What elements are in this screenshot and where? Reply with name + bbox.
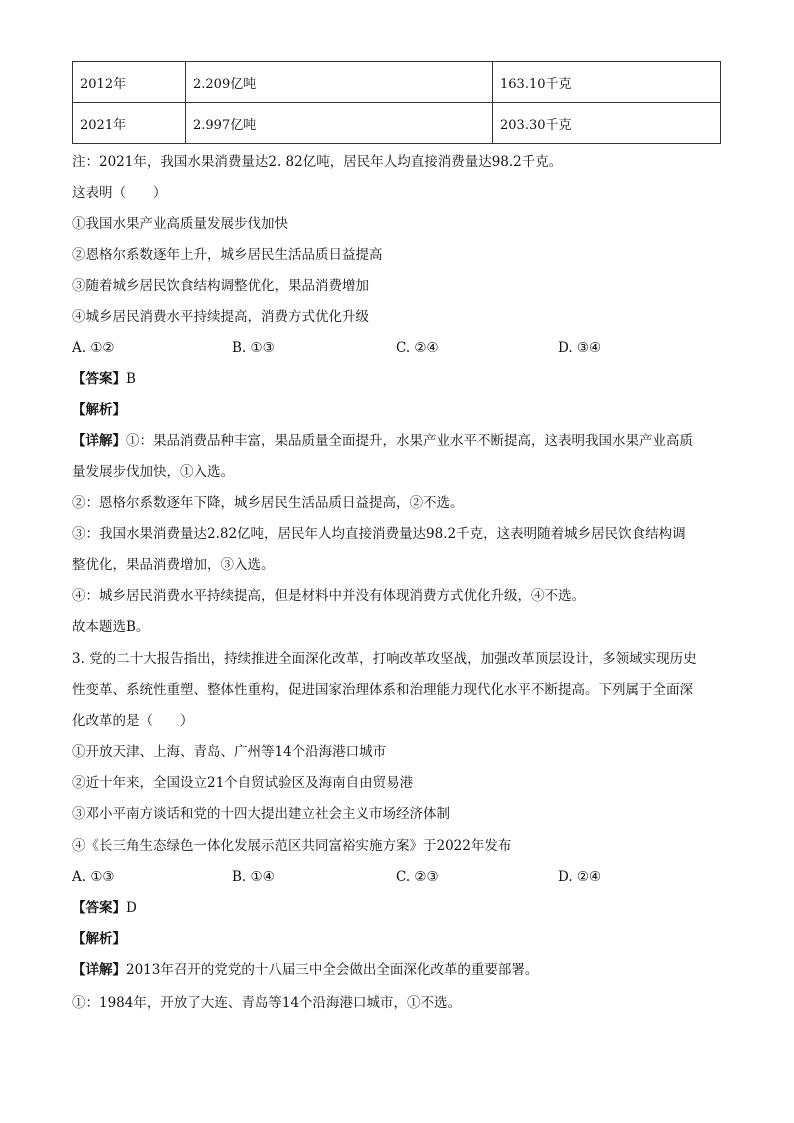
choice-option: A. ①② xyxy=(72,340,115,356)
detail-line xyxy=(72,960,538,980)
choice-option: B. ①④ xyxy=(232,869,275,885)
choice-option: C. ②④ xyxy=(396,340,439,356)
question-stem: 性变革、系统性重塑、整体性重构，促进国家治理体系和治理能力现代化水平不断提高。下列属于全面深 xyxy=(72,682,693,698)
answer-tag: 【答案】 xyxy=(72,371,126,387)
table-cell-year: 2012年 xyxy=(73,62,186,103)
fruit-consumption-table xyxy=(72,61,721,144)
question-stem: 3. 党的二十大报告指出，持续推进全面深化改革，打响改革攻坚战，加强改革顶层设计，多领域实现历史 xyxy=(72,651,697,667)
choice-option: C. ②③ xyxy=(396,869,439,885)
answer-line xyxy=(72,898,137,918)
table-note: 注：2021年，我国水果消费量达2. 82亿吨，居民年人均直接消费量达98.2千克。 xyxy=(72,154,563,170)
analysis-tag: 【解析】 xyxy=(72,931,126,947)
question-stem: 这表明（ ） xyxy=(72,185,167,201)
table-cell-year: 2021年 xyxy=(73,103,186,144)
table-cell-per-capita: 203.30千克 xyxy=(493,103,721,144)
statement-item: ③邓小平南方谈话和党的十四大提出建立社会主义市场经济体制 xyxy=(72,806,450,822)
statement-item: ④城乡居民消费水平持续提高，消费方式优化升级 xyxy=(72,309,369,325)
answer-line xyxy=(72,369,136,389)
statement-item: ④《长三角生态绿色一体化发展示范区共同富裕实施方案》于2022年发布 xyxy=(72,838,512,854)
table-row xyxy=(73,62,721,103)
question-stem: 化改革的是（ ） xyxy=(72,713,194,729)
answer-value: B xyxy=(126,371,136,387)
statement-item: ②恩格尔系数逐年上升，城乡居民生活品质日益提高 xyxy=(72,247,383,263)
choice-option: D. ②④ xyxy=(558,869,602,885)
detail-tag: 【详解】 xyxy=(72,433,126,449)
statement-item: ①开放天津、上海、青岛、广州等14个沿海港口城市 xyxy=(72,744,387,760)
detail-line: ④：城乡居民消费水平持续提高，但是材料中并没有体现消费方式优化升级，④不选。 xyxy=(72,588,585,604)
statement-item: ③随着城乡居民饮食结构调整优化，果品消费增加 xyxy=(72,278,369,294)
statement-item: ②近十年来，全国设立21个自贸试验区及海南自由贸易港 xyxy=(72,775,414,791)
detail-line: 整优化，果品消费增加，③入选。 xyxy=(72,557,275,573)
answer-tag: 【答案】 xyxy=(72,900,126,916)
choice-option: B. ①③ xyxy=(232,340,275,356)
conclusion-line: 故本题选B。 xyxy=(72,619,150,635)
detail-line: ②：恩格尔系数逐年下降，城乡居民生活品质日益提高，②不选。 xyxy=(72,495,464,511)
answer-value: D xyxy=(126,900,137,916)
table-cell-per-capita: 163.10千克 xyxy=(493,62,721,103)
table-cell-total: 2.209亿吨 xyxy=(186,62,493,103)
detail-line: ①：1984年，开放了大连、青岛等14个沿海港口城市，①不选。 xyxy=(72,995,462,1011)
detail-text: 2013年召开的党党的十八届三中全会做出全面深化改革的重要部署。 xyxy=(126,962,539,978)
table-row xyxy=(73,103,721,144)
detail-text: ①：果品消费品种丰富，果品质量全面提升，水果产业水平不断提高，这表明我国水果产业高质 xyxy=(126,433,693,449)
detail-line: ③：我国水果消费量达2.82亿吨，居民年人均直接消费量达98.2千克，这表明随着城乡居民饮食结构调 xyxy=(72,526,686,542)
choice-option: A. ①③ xyxy=(72,869,115,885)
table-cell-total: 2.997亿吨 xyxy=(186,103,493,144)
analysis-tag: 【解析】 xyxy=(72,402,126,418)
detail-line xyxy=(72,431,693,451)
statement-item: ①我国水果产业高质量发展步伐加快 xyxy=(72,216,288,232)
detail-line: 量发展步伐加快，①入选。 xyxy=(72,464,234,480)
detail-tag: 【详解】 xyxy=(72,962,126,978)
choice-option: D. ③④ xyxy=(558,340,602,356)
